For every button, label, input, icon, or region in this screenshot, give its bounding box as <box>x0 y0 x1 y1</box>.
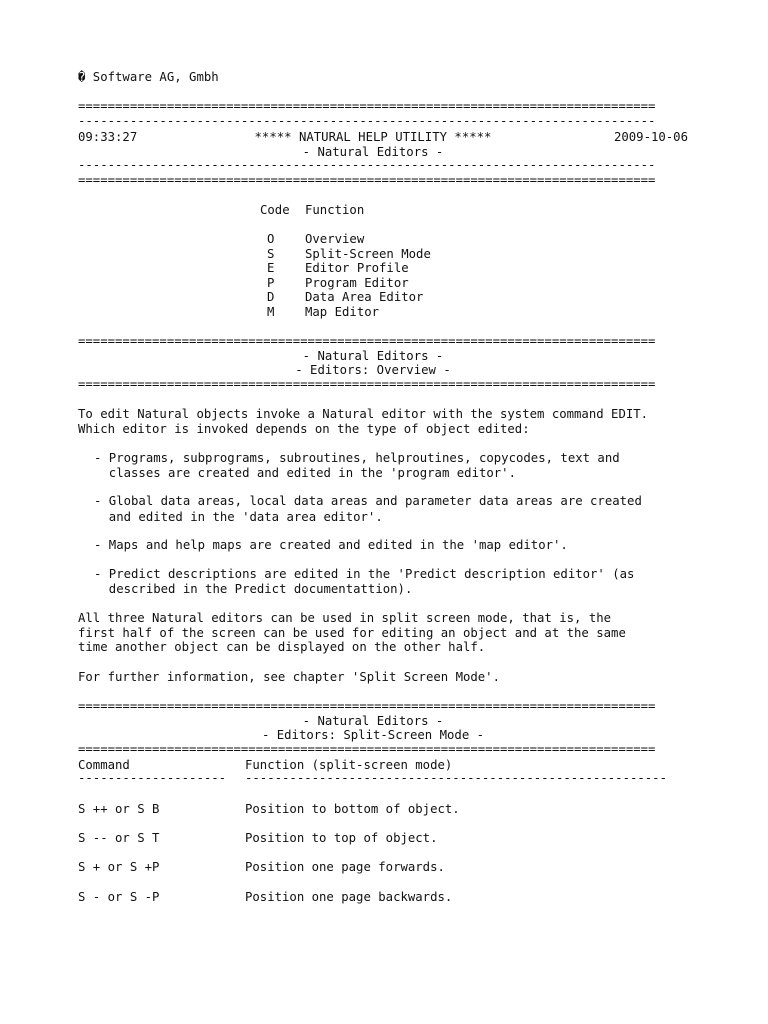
bullet-maps: - Maps and help maps are created and edited in the 'map editor'. <box>94 538 568 552</box>
overview-intro: Which editor is invoked depends on the type of object edited: <box>78 422 530 436</box>
overview-subtitle: - Editors: Overview - <box>295 363 451 377</box>
table-row-command: S - or S -P <box>78 890 160 904</box>
menu-item-editor-profile[interactable]: Editor Profile <box>305 261 409 276</box>
bullet-data-areas-cont: and edited in the 'data area editor'. <box>94 509 383 524</box>
function-column-rule: --------------------------------------------------------- <box>245 773 667 783</box>
double-rule: ============================================================================== <box>78 175 656 185</box>
function-column-header: Function <box>305 203 365 217</box>
command-column-header: Command <box>78 758 130 772</box>
header-subtitle: - Natural Editors - <box>302 145 444 159</box>
further-info: For further information, see chapter 'Split Screen Mode'. <box>78 670 500 684</box>
menu-code: D <box>267 290 275 305</box>
menu-item-split-screen[interactable]: Split-Screen Mode <box>305 246 431 261</box>
bullet-predict-cont: described in the Predict documentattion). <box>94 582 413 596</box>
double-rule: ============================================================================== <box>78 744 656 754</box>
table-row-function: Position to top of object. <box>245 831 438 845</box>
bullet-predict: - Predict descriptions are edited in the 'Predict description editor' (as <box>94 567 635 581</box>
menu-item-overview[interactable]: Overview <box>305 232 365 246</box>
table-row-command: S + or S +P <box>78 860 160 874</box>
table-row-command: S ++ or S B <box>78 802 160 816</box>
table-row-function: Position one page backwards. <box>245 890 453 904</box>
overview-title: - Natural Editors - <box>302 349 444 363</box>
bullet-programs-cont: classes are created and edited in the 'program editor'. <box>94 465 516 480</box>
menu-code: P <box>267 275 275 290</box>
header-title: ***** NATURAL HELP UTILITY ***** <box>254 130 492 144</box>
double-rule: ============================================================================== <box>78 379 656 389</box>
table-row-function: Position one page forwards. <box>245 860 445 874</box>
menu-item-map-editor[interactable]: Map Editor <box>305 305 380 319</box>
code-column-header: Code <box>260 203 290 217</box>
double-rule: ============================================================================== <box>78 101 656 111</box>
menu-code: O <box>267 232 275 246</box>
menu-code: S <box>267 246 275 261</box>
command-column-rule: -------------------- <box>78 773 227 783</box>
menu-item-data-area-editor[interactable]: Data Area Editor <box>305 290 424 305</box>
double-rule: ============================================================================== <box>78 336 656 346</box>
copyright-line: � Software AG, Gmbh <box>78 70 219 84</box>
header-time: 09:33:27 <box>78 130 138 144</box>
bullet-data-areas: - Global data areas, local data areas and parameter data areas are created <box>94 494 642 508</box>
overview-intro: To edit Natural objects invoke a Natural editor with the system command EDIT. <box>78 407 649 421</box>
header-date: 2009-10-06 <box>613 130 688 144</box>
double-rule: ============================================================================== <box>78 701 656 711</box>
table-row-function: Position to bottom of object. <box>245 802 460 816</box>
menu-item-program-editor[interactable]: Program Editor <box>305 275 409 290</box>
split-function-column-header: Function (split-screen mode) <box>245 758 453 772</box>
bullet-programs: - Programs, subprograms, subroutines, helproutines, copycodes, text and <box>94 451 620 465</box>
overview-paragraph: time another object can be displayed on the other half. <box>78 640 486 654</box>
single-rule: ------------------------------------------------------------------------------ <box>78 116 656 126</box>
split-subtitle: - Editors: Split-Screen Mode - <box>261 728 485 742</box>
menu-code: E <box>267 261 275 276</box>
overview-paragraph: All three Natural editors can be used in split screen mode, that is, the <box>78 611 612 625</box>
menu-code: M <box>267 305 275 319</box>
split-title: - Natural Editors - <box>302 714 444 728</box>
overview-paragraph: first half of the screen can be used for editing an object and at the same <box>78 626 626 640</box>
table-row-command: S -- or S T <box>78 831 160 845</box>
single-rule: ------------------------------------------------------------------------------ <box>78 160 656 170</box>
